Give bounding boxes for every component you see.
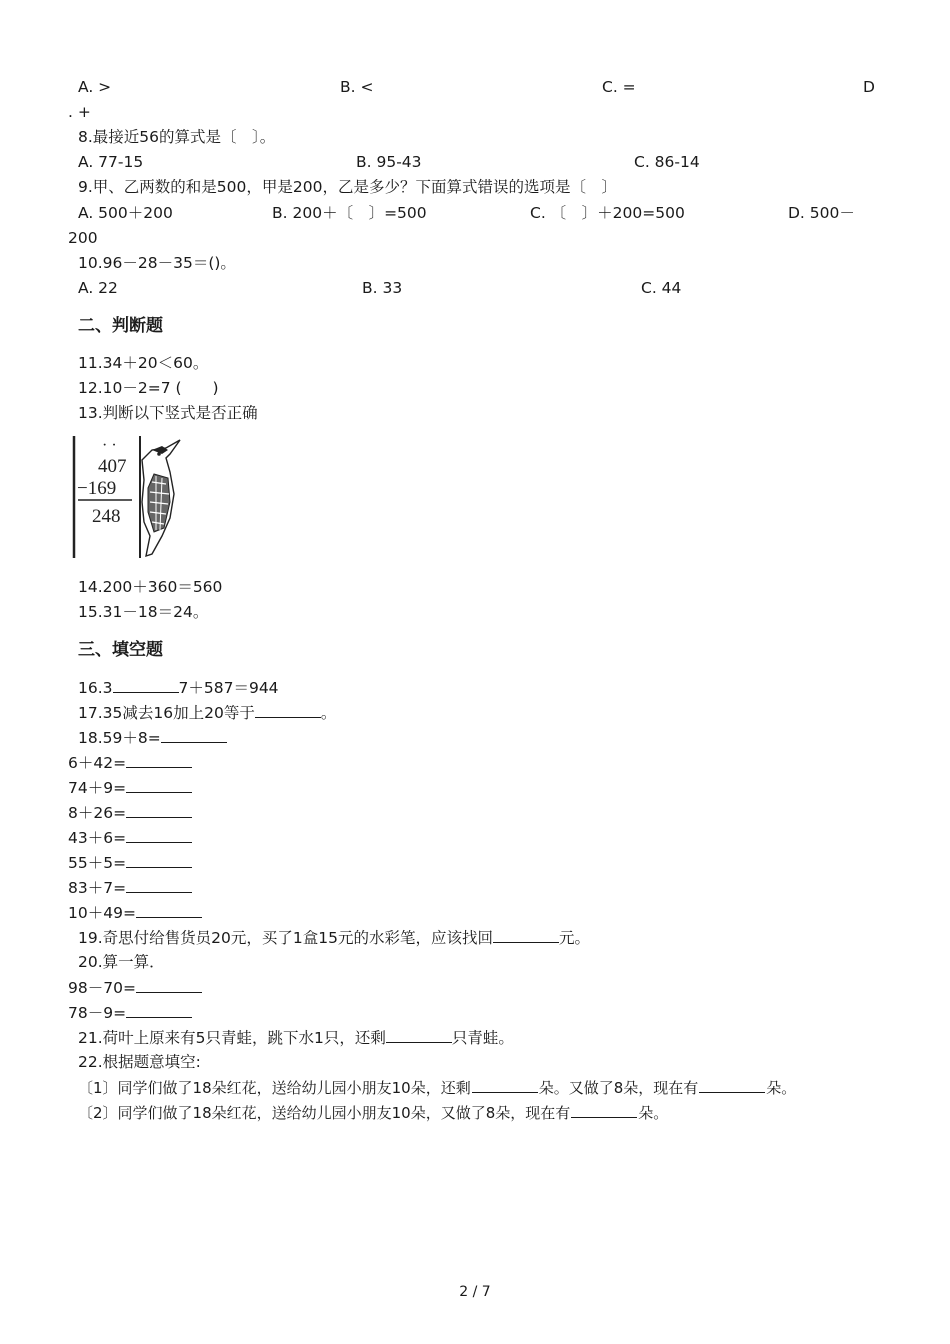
q18-expr: 55＋5= xyxy=(68,854,127,872)
q22-part1 xyxy=(78,1077,796,1098)
q18-item xyxy=(68,852,192,873)
q7-option-b: B. < xyxy=(340,78,374,96)
q18-item xyxy=(68,777,192,798)
q21-blank[interactable] xyxy=(386,1027,452,1043)
q14: 14.200＋360＝560 xyxy=(78,578,223,596)
q18-expr: 8＋26= xyxy=(68,804,127,822)
section-judgment-title: 二、判断题 xyxy=(78,316,163,336)
q18-expr: 6＋42= xyxy=(68,754,127,772)
q17-blank[interactable] xyxy=(255,702,321,718)
q21-post: 只青蛙。 xyxy=(451,1029,514,1047)
q22-part1-text-c: 朵。 xyxy=(766,1079,797,1097)
q22-part2 xyxy=(78,1102,668,1123)
q11: 11.34＋20＜60。 xyxy=(78,354,209,372)
q20-item xyxy=(68,1002,192,1023)
borrow-dots: · · xyxy=(102,437,117,454)
q18-expr: 74＋9= xyxy=(68,779,127,797)
q22-part2-text-a: 〔2〕同学们做了18朵红花，送给幼儿园小朋友10朵，又做了8朵，现在有 xyxy=(78,1104,571,1122)
q19-post: 元。 xyxy=(558,929,590,947)
q18-item xyxy=(68,902,202,923)
q22-part2-text-b: 朵。 xyxy=(638,1104,669,1122)
q19-blank[interactable] xyxy=(493,927,559,943)
q17-pre: 17.35减去16加上20等于 xyxy=(78,704,255,722)
q18-item xyxy=(68,752,192,773)
q8-option-c: C. 86-14 xyxy=(634,153,700,171)
q7-option-a: A. > xyxy=(78,78,112,96)
q22-part2-blank[interactable] xyxy=(571,1102,637,1118)
q10-stem: 10.96－28－35＝()。 xyxy=(78,254,236,272)
q9-option-a: A. 500＋200 xyxy=(78,204,173,222)
q18-blank[interactable] xyxy=(136,902,202,918)
q13: 13.判断以下竖式是否正确 xyxy=(78,404,258,422)
q18-blank[interactable] xyxy=(161,727,227,743)
q9-option-d-cont: 200 xyxy=(68,229,98,247)
q19 xyxy=(78,927,590,948)
q8-option-a: A. 77-15 xyxy=(78,153,144,171)
q20-blank[interactable] xyxy=(136,977,202,993)
q16-post: 7＋587＝944 xyxy=(178,679,279,697)
q12: 12.10－2=7 ( ) xyxy=(78,379,219,397)
q18-blank[interactable] xyxy=(126,752,192,768)
q7-option-d-cont: . + xyxy=(68,103,91,121)
difference: 248 xyxy=(92,506,121,527)
q8-stem: 8.最接近56的算式是〔 〕。 xyxy=(78,128,276,146)
q18-blank[interactable] xyxy=(126,827,192,843)
q16-blank[interactable] xyxy=(113,677,179,693)
q18-item xyxy=(78,727,227,748)
q10-option-b: B. 33 xyxy=(362,279,403,297)
q9-option-d: D. 500－ xyxy=(788,204,855,222)
q18-expr: 83＋7= xyxy=(68,879,127,897)
q20-stem: 20.算一算． xyxy=(78,953,165,971)
q18-expr: 18.59＋8= xyxy=(78,729,161,747)
q18-item xyxy=(68,802,192,823)
q16-pre: 16.3 xyxy=(78,679,113,697)
subtrahend: −169 xyxy=(77,478,117,499)
q18-item xyxy=(68,877,192,898)
q22-part1-text-a: 〔1〕同学们做了18朵红花，送给幼儿园小朋友10朵，还剩 xyxy=(78,1079,471,1097)
q22-stem: 22.根据题意填空: xyxy=(78,1053,201,1071)
q18-expr: 43＋6= xyxy=(68,829,127,847)
q7-option-d: D xyxy=(863,78,875,96)
q18-item xyxy=(68,827,192,848)
q15: 15.31－18＝24。 xyxy=(78,603,209,621)
q21-pre: 21.荷叶上原来有5只青蛙，跳下水1只，还剩 xyxy=(78,1029,386,1047)
q18-expr: 10＋49= xyxy=(68,904,136,922)
q18-blank[interactable] xyxy=(126,777,192,793)
q19-pre: 19.奇思付给售货员20元，买了1盒15元的水彩笔，应该找回 xyxy=(78,929,493,947)
q18-blank[interactable] xyxy=(126,852,192,868)
minuend: 407 xyxy=(98,456,127,477)
q7-option-c: C. = xyxy=(602,78,636,96)
q16 xyxy=(78,677,279,698)
q18-blank[interactable] xyxy=(126,877,192,893)
section-fill-title: 三、填空题 xyxy=(78,640,163,660)
woodpecker-illustration xyxy=(142,440,180,556)
q20-blank[interactable] xyxy=(126,1002,192,1018)
q17 xyxy=(78,702,336,723)
q9-option-b: B. 200＋〔 〕=500 xyxy=(272,204,427,222)
q20-item xyxy=(68,977,202,998)
q20-expr: 98－70= xyxy=(68,979,136,997)
q8-option-b: B. 95-43 xyxy=(356,153,422,171)
q21 xyxy=(78,1027,514,1048)
q20-expr: 78－9= xyxy=(68,1004,127,1022)
q22-part1-text-b: 朵。又做了8朵，现在有 xyxy=(538,1079,699,1097)
q10-option-c: C. 44 xyxy=(641,279,682,297)
q9-stem: 9.甲、乙两数的和是500，甲是200，乙是多少？下面算式错误的选项是〔 〕 xyxy=(78,178,617,196)
q17-post: 。 xyxy=(320,704,337,722)
q22-part1-blank-1[interactable] xyxy=(472,1077,538,1093)
q9-option-c: C. 〔 〕＋200=500 xyxy=(530,204,685,222)
q18-blank[interactable] xyxy=(126,802,192,818)
q10-option-a: A. 22 xyxy=(78,279,118,297)
page-number: 2 / 7 xyxy=(459,1284,491,1300)
vertical-calculation-figure xyxy=(70,432,186,562)
q22-part1-blank-2[interactable] xyxy=(699,1077,765,1093)
